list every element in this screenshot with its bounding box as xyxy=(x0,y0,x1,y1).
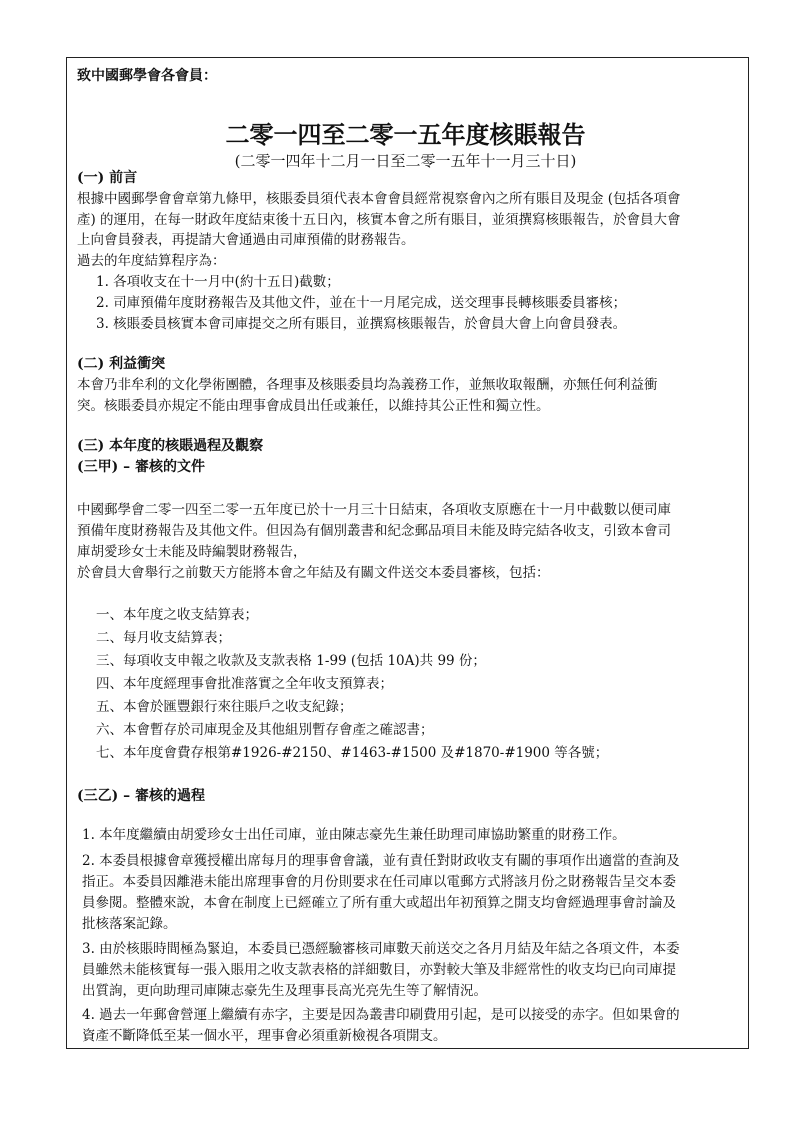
section-3-heading: (三) 本年度的核賬過程及觀察 xyxy=(77,438,264,454)
section-3a-heading: (三甲) – 審核的文件 xyxy=(77,459,205,475)
document-list-item: 四、本年度經理事會批准落實之全年收支預算表； xyxy=(96,676,393,692)
document-list-item: 二、每月收支結算表； xyxy=(96,630,231,646)
section-2-para-line: 突。核賬委員亦規定不能由理事會成員出任或兼任，以維持其公正性和獨立性。 xyxy=(77,398,550,414)
section-3a-para-line: 預備年度財務報告及其他文件。但因為有個別叢書和紀念郵品項目未能及時完結各收支，引致本會司 xyxy=(77,523,671,539)
review-item-line: 員雖然未能核實每一張入賬用之收支款表格的詳細數目，亦對較大筆及非經常性的收支均已向司庫提 xyxy=(82,962,676,978)
review-item-line: 出質詢，更向助理司庫陳志豪先生及理事長高光亮先生等了解情況。 xyxy=(82,983,487,999)
section-1-heading: (一) 前言 xyxy=(77,170,138,186)
review-item-line: 3. 由於核賬時間極為緊迫，本委員已憑經驗審核司庫數天前送交之各月月結及年結之各項文件，本委 xyxy=(82,941,680,957)
salutation: 致中國郵學會各會員： xyxy=(77,68,217,84)
section-2-para-line: 本會乃非牟利的文化學術團體，各理事及核賬委員均為義務工作，並無收取報酬，亦無任何利益衝 xyxy=(77,377,658,393)
section-3b-heading: (三乙) – 審核的過程 xyxy=(77,788,205,804)
section-1-para-line: 上向會員發表，再提請大會通過由司庫預備的財務報告。 xyxy=(77,232,415,248)
procedure-step: 2. 司庫預備年度財務報告及其他文件，並在十一月尾完成，送交理事長轉核賬委員審核； xyxy=(96,295,627,311)
procedure-step: 1. 各項收支在十一月中(約十五日)截數； xyxy=(96,274,340,290)
section-3a-para-line: 於會員大會舉行之前數天方能將本會之年結及有關文件送交本委員審核，包括： xyxy=(77,565,550,581)
document-list-item: 三、每項收支申報之收款及支款表格 1-99 (包括 10A)共 99 份； xyxy=(96,653,486,669)
review-item-line: 1. 本年度繼續由胡愛珍女士出任司庫，並由陳志豪先生兼任助理司庫協助繁重的財務工作。 xyxy=(82,827,626,843)
report-title: 二零一四至二零一五年度核賬報告 xyxy=(225,120,586,149)
document-list-item: 一、本年度之收支結算表； xyxy=(96,607,258,623)
section-2-heading: (二) 利益衝突 xyxy=(77,356,166,372)
document-list-item: 五、本會於匯豐銀行來往賬戶之收支紀錄； xyxy=(96,699,353,715)
section-1-para-line: 產) 的運用，在每一財政年度結束後十五日內，核實本會之所有賬目，並須撰寫核賬報告，於會員大會 xyxy=(77,212,681,228)
document-list-item: 六、本會暫存於司庫現金及其他組別暫存會產之確認書； xyxy=(96,722,434,738)
section-1-para-line: 根據中國郵學會會章第九條甲，核賬委員須代表本會會員經常視察會內之所有賬目及現金 (包括各項會 xyxy=(77,191,681,207)
document-list-item: 七、本年度會費存根第#1926-#2150、#1463-#1500 及#1870-#1900 等各號； xyxy=(96,745,609,761)
section-3a-para-line: 中國郵學會二零一四至二零一五年度已於十一月三十日結束，各項收支原應在十一月中截數以便司庫 xyxy=(77,502,671,518)
procedure-step: 3. 核賬委員核實本會司庫提交之所有賬目，並撰寫核賬報告，於會員大會上向會員發表。 xyxy=(96,316,627,332)
review-item-line: 4. 過去一年郵會營運上繼續有赤字，主要是因為叢書印刷費用引起，是可以接受的赤字。但如果會的 xyxy=(82,1007,680,1023)
review-item-line: 2. 本委員根據會章獲授權出席每月的理事會會議，並有責任對財政收支有關的事項作出適當的查詢及 xyxy=(82,853,680,869)
section-3a-para-line: 庫胡愛珍女士未能及時編製財務報告， xyxy=(77,544,307,560)
review-item-line: 批核落案記錄。 xyxy=(82,916,177,932)
review-item-line: 資產不斷降低至某一個水平，理事會必須重新檢視各項開支。 xyxy=(82,1028,447,1044)
review-item-line: 指正。本委員因離港未能出席理事會的月份則要求在任司庫以電郵方式將該月份之財務報告呈交本委 xyxy=(82,874,676,890)
section-1-para-line: 過去的年度結算程序為： xyxy=(77,253,226,269)
review-item-line: 員參閱。整體來說，本會在制度上已經確立了所有重大或超出年初預算之開支均會經過理事會討論及 xyxy=(82,895,676,911)
report-period: (二零一四年十二月一日至二零一五年十一月三十日) xyxy=(234,152,577,170)
